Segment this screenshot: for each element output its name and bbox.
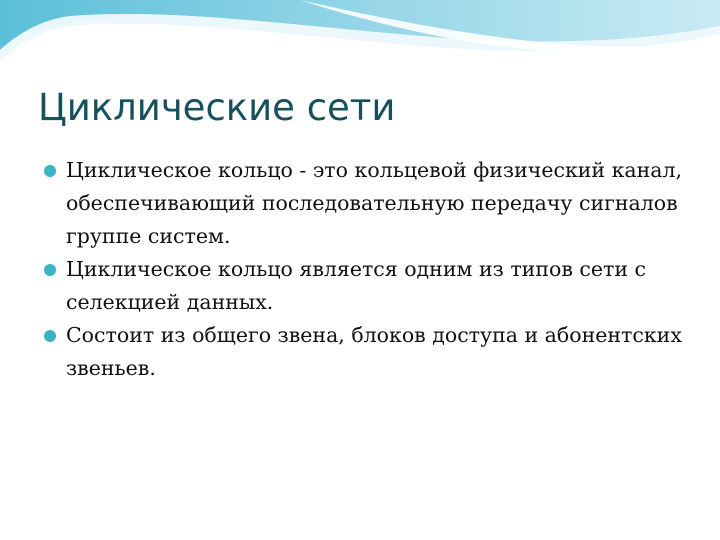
bullet-list <box>44 154 694 385</box>
bullet-item <box>44 253 694 319</box>
bullet-item <box>44 319 694 385</box>
bullet-text: Циклическое кольцо является одним из типов сети с селекцией данных. <box>66 257 647 314</box>
slide-title: Циклические сети <box>38 86 396 129</box>
bullet-item <box>44 154 694 253</box>
bullet-dot-icon <box>44 165 56 177</box>
bullet-text: Состоит из общего звена, блоков доступа и абонентских звеньев. <box>66 323 682 380</box>
bullet-text: Циклическое кольцо - это кольцевой физический канал, обеспечивающий последовательную передачу сигналов группе систем. <box>66 158 683 248</box>
bullet-dot-icon <box>44 330 56 342</box>
header-wave-decoration <box>0 0 720 90</box>
bullet-dot-icon <box>44 264 56 276</box>
